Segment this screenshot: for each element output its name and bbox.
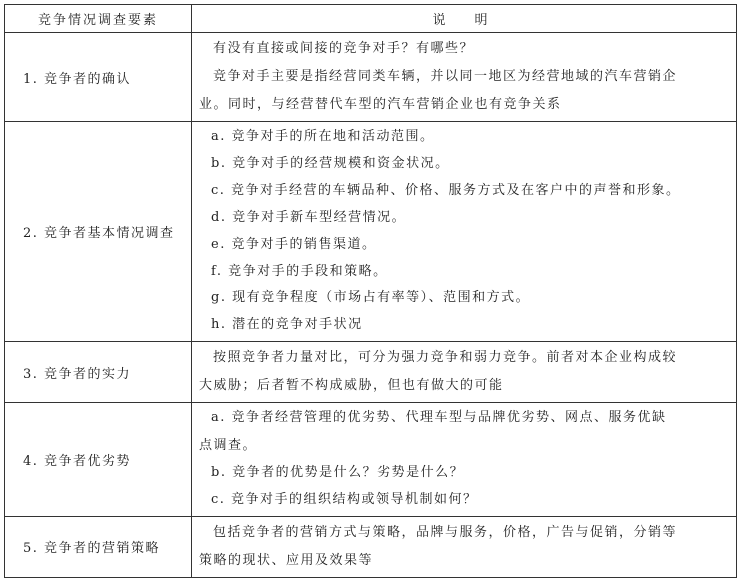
row-factor-cell: 4. 竞争者优劣势 — [5, 403, 192, 517]
description-line: b. 竞争者的优势是什么？劣势是什么？ — [211, 465, 465, 481]
row-factor-cell: 5. 竞争者的营销策略 — [5, 516, 192, 577]
description-line: h. 潜在的竞争对手状况 — [211, 317, 363, 333]
header-factor: 竞争情况调查要素 — [5, 5, 192, 33]
table-row — [5, 516, 737, 577]
description-line: c. 竞争对手的组织结构或领导机制如何？ — [211, 492, 478, 508]
description-line: f. 竞争对手的手段和策略。 — [211, 263, 388, 279]
description-line: 竞争对手主要是指经营同类车辆，并以同一地区为经营地域的汽车营销企 — [213, 69, 678, 84]
description-line: e. 竞争对手的销售渠道。 — [211, 236, 377, 252]
description-line: 策略的现状、应用及效果等 — [199, 552, 374, 568]
description-line: c. 竞争对手经营的车辆品种、价格、服务方式及在客户中的声誉和形象。 — [211, 182, 681, 198]
table-row — [5, 122, 737, 342]
competition-survey-table-container — [4, 4, 737, 578]
row-factor-cell: 3. 竞争者的实力 — [5, 342, 192, 403]
description-line: 包括竞争者的营销方式与策略，品牌与服务，价格，广告与促销，分销等 — [213, 524, 678, 540]
description-line: 业。同时，与经营替代车型的汽车营销企业也有竞争关系 — [199, 97, 562, 112]
row-description-cell — [192, 33, 737, 122]
table-body — [5, 33, 737, 578]
header-row — [5, 5, 737, 33]
description-line: g. 现有竞争程度（市场占有率等）、范围和方式。 — [211, 290, 531, 306]
description-line: 按照竞争者力量对比，可分为强力竞争和弱力竞争。前者对本企业构成较 — [213, 350, 678, 366]
row-factor-cell: 1. 竞争者的确认 — [5, 33, 192, 122]
description-line: d. 竞争对手新车型经营情况。 — [211, 209, 407, 225]
table-row — [5, 342, 737, 403]
description-line: a. 竞争对手的所在地和活动范围。 — [211, 129, 435, 144]
description-line: 大威胁；后者暂不构成威胁，但也有做大的可能 — [199, 378, 504, 394]
table-row — [5, 33, 737, 122]
row-factor-cell: 2. 竞争者基本情况调查 — [5, 122, 192, 342]
competition-survey-table — [4, 4, 737, 578]
description-line: 点调查。 — [199, 438, 258, 454]
row-description-cell — [192, 516, 737, 577]
row-description-cell — [192, 122, 737, 342]
description-line: a. 竞争者经营管理的优劣势、代理车型与品牌优劣势、网点、服务优缺 — [211, 410, 667, 426]
row-description-cell — [192, 342, 737, 403]
row-description-cell — [192, 403, 737, 517]
description-line: b. 竞争对手的经营规模和资金状况。 — [211, 155, 450, 171]
table-row — [5, 403, 737, 517]
description-line: 有没有直接或间接的竞争对手？有哪些？ — [213, 41, 475, 56]
header-description: 说 明 — [192, 5, 737, 33]
